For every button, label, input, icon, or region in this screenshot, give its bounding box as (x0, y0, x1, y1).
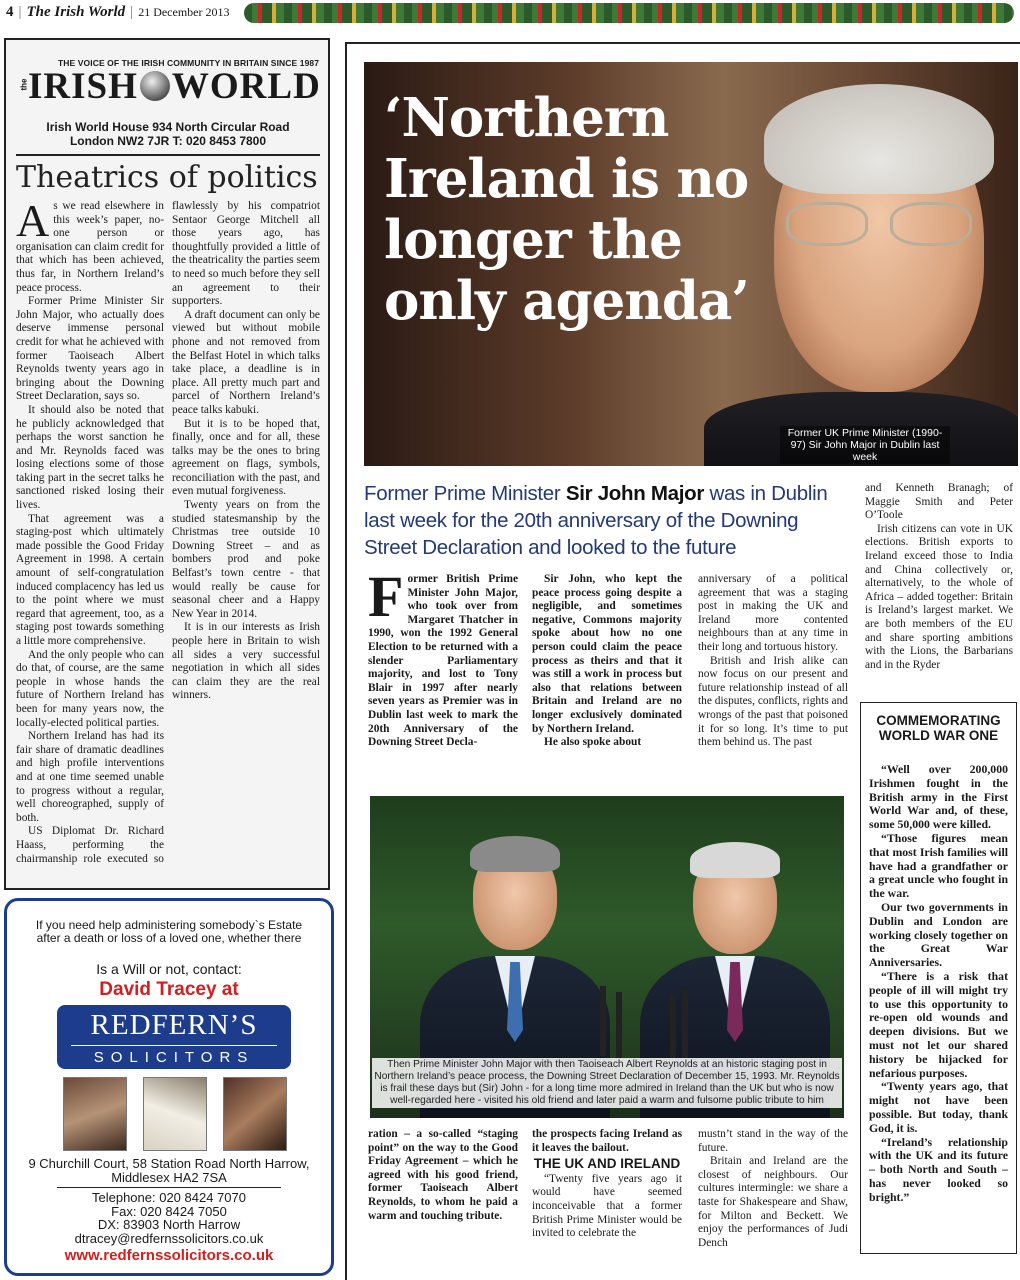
sidebar-paragraph: “Twenty years ago, that might not have been possible. But today, thank God, it is. (869, 1079, 1008, 1135)
website-link[interactable]: www.redfernssolicitors.co.uk (64, 1247, 274, 1264)
handshake-photo (63, 1077, 127, 1151)
photo-caption: Then Prime Minister John Major with then Taoiseach Albert Reynolds at an historic staging post in Northern Ireland’s peace process, the Downing Street Declaration of December 15, 1993. Mr. Reynolds is frail these days but (Sir) John - for a long time more admired in Ireland than the UK but who is now well-regarded here - visited his old friend and later paid a warm and fulsome public tribute to him (372, 1058, 842, 1108)
logo-word-world: WORLD (171, 66, 321, 107)
hero-caption: Former UK Prime Minister (1990-97) Sir John Major in Dublin last week (780, 426, 950, 464)
folio-separator: | (130, 4, 134, 20)
feature-column-3-continued (698, 1128, 848, 1250)
editorial-paragraph: As we read elsewhere in this week’s paper, no-one person or organisation can claim credit for that which has been achieved, thus far, in Northern Ireland’s peace process. (16, 195, 164, 294)
microphone-icon (600, 986, 606, 1056)
feature-column-4 (865, 482, 1013, 672)
feature-paragraph: He also spoke about (544, 736, 642, 749)
feature-column-2-continued (532, 1128, 682, 1241)
editorial-paragraph: That agreement was a staging-post which ultimately made possible the Good Friday Agreement in 1998. A certain amount of self-congratulation induced complacency has led us to the point where we must regard that agreement, too, as a staging post towards something a little more comprehensive. (16, 512, 164, 647)
page-number: 4 (6, 4, 14, 20)
feature-paragraph: Irish citizens can vote in UK elections. British exports to Ireland exceed those to India and China collectively or, alternatively, to the whole of Africa – added together: Britain is Ireland’s largest market. We are both members of the EU and share sporting ambitions with the Lions, the Barbarians and in the Ryder (865, 522, 1013, 671)
telephone: Telephone: 020 8424 7070 (92, 1190, 246, 1205)
feature-column-3 (698, 573, 848, 750)
glasses-icon (782, 202, 978, 248)
divider (16, 154, 320, 156)
feature-paragraph: and Kenneth Branagh; of Maggie Smith and Peter O’Toole (865, 482, 1013, 522)
firm-subtitle: SOLICITORS (93, 1049, 255, 1066)
hero-hair (764, 84, 994, 194)
firm-logo-banner (57, 1005, 291, 1069)
editorial-paragraph: Twenty years on from the studied statesmanship by the Christmas tree outside 10 Downing Street – and as bombers prod and poke Belfast’s town centre - that would really be cause for seasonal cheer and a Happy New Year in 2014. (172, 499, 320, 620)
ww1-sidebar (860, 702, 1017, 1254)
editorial-paragraph: And the only people who can do that, of course, are the same people in whose hands the future of Northern Ireland has been for many years now, the locally-elected political parties. (16, 648, 164, 729)
folio-separator: | (18, 4, 22, 20)
feature-column-2 (532, 573, 682, 750)
editorial-box (4, 38, 330, 890)
address-line: Irish World House 934 North Circular Road (46, 120, 290, 134)
editorial-body (16, 195, 320, 876)
editorial-paragraph: It should also be noted that he publicly acknowledged that perhaps the worst sanction he and Mr. Reynolds faced was losing elections some of those taking part in the secret talks he sanctioned risked losing their lives. (16, 403, 164, 512)
globe-icon (140, 71, 170, 101)
feature-standfirst: Former Prime Minister Sir John Major was in Dublin last week for the 20th anniversary of the Downing Street Declaration and looked to the future (364, 482, 828, 559)
issue-date: 21 December 2013 (138, 5, 230, 19)
masthead-tagline: THE VOICE OF THE IRISH COMMUNITY IN BRITAIN SINCE 1987 (58, 58, 320, 68)
microphone-icon (682, 990, 688, 1060)
editorial-paragraph: Former Prime Minister Sir John Major, who actually does deserve immense personal credit for what he achieved with former Taoiseach Albert Reynolds twenty years ago in bringing about the Downing Street Declaration, says so. (16, 295, 164, 403)
page-header (0, 0, 1020, 26)
irish-world-logo (18, 66, 324, 108)
feature-paragraph: the prospects facing Ireland as it leaves the bailout. (532, 1128, 682, 1154)
logo-word-irish: IRISH (28, 66, 138, 107)
sidebar-paragraph: Our two governments in Dublin and London are working closely together on the Great War Anniversaries. (869, 899, 1008, 970)
pen-signing-photo (143, 1077, 207, 1151)
email-address[interactable]: dtracey@redfernssolicitors.co.uk (74, 1230, 264, 1246)
address-line: London NW2 7JR T: 020 8453 7800 (69, 134, 267, 148)
feature-paragraph: mustn’t stand in the way of the future. (698, 1128, 848, 1154)
masthead-address (18, 120, 318, 148)
logo-wordmark (28, 66, 321, 108)
editorial-paragraph: Northern Ireland has had its fair share of dramatic deadlines and high profile interventions and at one time seemed unable to progress without a regular, well choreographed, supply of both. (16, 730, 164, 824)
feature-paragraph: ration – a so-called “staging point” on the way to the Good Friday Agreement – which he agreed with his good friend, former Taoiseach Albert Reynolds, to whom he paid a warm and touching tribute. (368, 1128, 518, 1222)
feature-headline: ‘Northern Ireland is no longer the only agenda’ (384, 87, 749, 332)
editorial-paragraph: It is in our interests as Irish people here in Britain to wish all sides a very successful negotiation in which all sides can claim they are the real winners. (172, 621, 320, 702)
handshake-photo (223, 1077, 287, 1151)
fax: Fax: 020 8424 7050 (111, 1203, 227, 1219)
sidebar-paragraph: “There is a risk that people of ill will might try to use this opportunity to re-open old wounds and deepen divisions. But we must not let our shared history be hijacked for nefarious purposes. (869, 968, 1008, 1080)
solicitors-advert (4, 898, 334, 1276)
microphone-icon (616, 992, 622, 1062)
sidebar-title: COMMEMORATING WORLD WAR ONE (876, 713, 1001, 743)
dropcap: F (368, 564, 404, 629)
divider (71, 1045, 277, 1046)
advert-intro: If you need help administering somebody`s Estate after a death or loss of a loved one, whether there (35, 918, 303, 945)
sidebar-paragraph: “Those figures mean that most Irish families will have had a grandfather or a great uncle who fought in the war. (869, 830, 1008, 901)
firm-name: REDFERN’S (90, 1009, 258, 1041)
folio (6, 4, 230, 21)
feature-paragraph: Britain and Ireland are the closest of neighbours. Our cultures intermingle: we share a taste for Shakespeare and Shaw, for Milton and Beckett. We enjoy the performances of Judi Dench (698, 1155, 848, 1249)
sidebar-paragraph: “Ireland’s relationship with the UK and its future – both North and South – has never looked so bright.” (869, 1134, 1008, 1204)
paper-name: The Irish World (26, 4, 126, 20)
firm-address: 9 Churchill Court, 58 Station Road North Harrow, Middlesex HA2 7SA (28, 1156, 310, 1185)
sidebar-body (869, 763, 1008, 1205)
feature-paragraph: anniversary of a political agreement that was a staging post in making the UK and Ireland more contented neighbours than at any time in their long and tortuous history. (698, 573, 848, 653)
feature-column-1 (368, 564, 518, 750)
dx-number: DX: 83903 North Harrow (97, 1217, 241, 1232)
feature-column-1-continued (368, 1128, 518, 1223)
divider (57, 1187, 281, 1188)
christmas-garland-decoration (244, 3, 1014, 23)
editorial-paragraph: A draft document can only be viewed but without mobile phone and not removed from the Belfast Hotel in which talks take place, a deadline is in place. All pretty much part and parcel of Northern Ireland’s peace talks kabuki. (172, 308, 320, 416)
feature-paragraph: Former British Prime Minister John Major, who took over from Margaret Thatcher in 1990, won the 1992 General Election to be returned with a slender Parliamentary majority, and lost to Tony Blair in 1997 after nearly seven years as Premier was in Dublin last week to mark the 20th Anniversary of the Downing Street Decla- (368, 564, 518, 749)
feature-paragraph: British and Irish alike can now focus on our present and future relationship instead of all the disputes, conflicts, rights and wrongs of the past that poisoned it for so long. It’s time to put them behind us. The past (698, 654, 848, 749)
firm-contact-details (17, 1191, 321, 1245)
standfirst-name: Sir John Major (565, 482, 705, 505)
advert-contact-line: Is a Will or not, contact: (96, 961, 242, 977)
editorial-title: Theatrics of politics (16, 160, 318, 195)
advert-contact-name: David Tracey at (99, 979, 239, 1000)
editorial-paragraph: But it is to be hoped that, finally, once and for all, these talks may be the ones to bring agreement on flags, symbols, reconciliation with the past, and even mutual forgiveness. (172, 417, 320, 498)
logo-prefix: the (19, 78, 29, 91)
feature-paragraph: Sir John, who kept the peace process going despite a negligible, and sometimes negative, Commons majority spoke about how no one person could claim the peace process as theirs and that it was still a work in process but also that relations between Britain and Ireland are no longer exclusively dominated by Northern Ireland. (532, 573, 682, 735)
microphone-icon (670, 996, 676, 1066)
feature-paragraph: “Twenty five years ago it would have seemed inconceivable that a former British Prime Minister would be invited to celebrate the (532, 1172, 682, 1240)
section-subhead: THE UK AND IRELAND (533, 1156, 681, 1172)
dropcap: A (16, 195, 50, 246)
sidebar-paragraph: “Well over 200,000 Irishmen fought in the British army in the First World War and, of these, some 50,000 were killed. (869, 762, 1008, 832)
editorial-paragraph: US Diplomat Dr. Richard Haass, performing the chairmanship role executed so flawlessly by his compatriot Sentaor George Mitchell all those years ago, has thoughtfully provided a little of the theatricality the parties seem to need so much before they sell an agreement to their supporters. (16, 200, 320, 865)
